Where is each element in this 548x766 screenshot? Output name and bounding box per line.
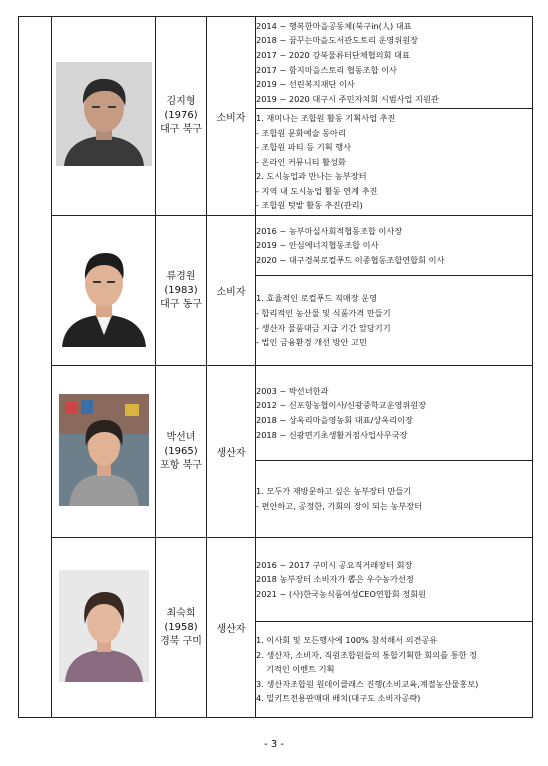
history-cell: [256, 216, 533, 276]
history-line: 2018 농부장터 소비자가 뽑은 우수농가선정: [256, 574, 414, 585]
plan-line: - 생산자 물품대금 지급 기간 앞당기기: [256, 322, 391, 333]
plan-line: 1. 모두가 재방문하고 싶은 농부장터 만들기: [256, 486, 412, 497]
photo-cell: [52, 216, 156, 366]
plan-line: 1. 효율적인 로컬푸드 직매장 운영: [256, 293, 378, 304]
member-name: 김지형(1976): [164, 96, 198, 121]
member-photo: [56, 62, 152, 166]
plan-line: 1. 재미나는 조합원 활동 기획사업 추진: [256, 112, 396, 123]
history-cell: [256, 538, 533, 622]
plan-line: - 조합원 텃밭 활동 추진(관리): [256, 200, 363, 211]
history-line: 2003 ~ 박선녀한과: [256, 385, 329, 396]
plan-cell: [256, 461, 533, 538]
history-line: 2018 ~ 신광면기초생활거점사업사무국장: [256, 429, 408, 440]
history-line: 2016 ~ 농부마실사회적협동조합 이사장: [256, 225, 403, 236]
member-region: 대구 북구: [160, 124, 202, 135]
history-cell: [256, 17, 533, 109]
history-line: 2019 ~ 안심에너지협동조합 이사: [256, 240, 379, 251]
plan-line: - 온라인 커뮤니티 활성화: [256, 156, 346, 167]
role-cell: 생산자: [207, 538, 256, 718]
history-line: 2017 ~ 함지마을스토리 협동조합 이사: [256, 64, 397, 75]
blank-column-cell: [19, 17, 52, 718]
member-row: [19, 366, 533, 461]
member-name: 박선녀(1965): [164, 431, 198, 457]
plan-cell: [256, 276, 533, 366]
plan-line: 1. 이사회 및 모든행사에 100% 참석해서 의견공유: [256, 635, 438, 646]
plan-line: - 지역 내 도시농업 활동 연계 추진: [256, 185, 378, 196]
page-number: - 3 -: [264, 739, 284, 750]
plan-line: 3. 생산자조합원 원데이클래스 진행(소비교육,계절농산물홍보): [256, 678, 479, 689]
plan-line: - 조합원 파티 등 기획 행사: [256, 142, 352, 153]
plan-line: - 조합원 문화예술 동아리: [256, 127, 346, 138]
plan-line: 2. 생산자, 소비자, 직원조합원들의 통합기획한 회의를 통한 정: [256, 649, 478, 660]
history-line: 2016 ~ 2017 구미시 공요직거래장터 회장: [256, 559, 413, 570]
member-row: [19, 216, 533, 276]
role-cell: 소비자: [207, 216, 256, 366]
plan-cell: [256, 622, 533, 718]
history-line: 2019 ~ 2020 대구시 주민자치회 시범사업 지원관: [256, 93, 439, 104]
name-cell: [156, 216, 207, 366]
history-line: 2012 ~ 신포항농협이사/신광중학교운영위원장: [256, 400, 427, 411]
member-row: [19, 538, 533, 622]
role-cell: 소비자: [207, 17, 256, 216]
plan-line: 기적인 이벤트 기획: [266, 664, 335, 675]
history-line: 2014 ~ 행복한마을공동체(북구in(人) 대표: [256, 20, 412, 31]
plan-line: 4. 밀키트전용판매대 배치(대구도 소비자공략): [256, 693, 421, 704]
history-line: 2018 ~ 상옥리마을영농회 대표/상옥리이장: [256, 415, 413, 425]
name-cell: [156, 538, 207, 718]
history-line: 2017 ~ 2020 강북물류터단체협의회 대표: [256, 49, 410, 60]
member-name: 류경원(1983): [164, 270, 198, 296]
history-line: 2020 ~ 대구경북로컬푸드 이종협동조합연합회 이사: [256, 254, 445, 265]
member-region: 대구 동구: [160, 298, 202, 310]
plan-line: - 합리적인 농산물 및 식품가격 만들기: [256, 307, 391, 318]
member-row: [19, 17, 533, 109]
name-cell: [156, 17, 207, 216]
plan-cell: [256, 109, 533, 216]
member-photo: [59, 570, 149, 682]
history-line: 2019 ~ 선린복지재단 이사: [256, 79, 355, 90]
plan-line: - 법인 금융환경 개선 방안 고민: [256, 337, 367, 348]
member-photo: [59, 394, 149, 506]
history-line: 2021 ~ (사)한국농식품여성CEO연합회 정회원: [256, 588, 426, 599]
member-region: 경북 구미: [160, 635, 202, 647]
plan-line: - 편안하고, 공정한, 기회의 장이 되는 농부장터: [256, 501, 423, 511]
photo-cell: [52, 538, 156, 718]
photo-cell: [52, 366, 156, 538]
history-line: 2018 ~ 꿈꾸는마을도서관도토리 운영위원장: [256, 35, 419, 46]
member-name: 최숙희(1958): [164, 607, 198, 633]
candidate-table: [18, 16, 533, 718]
history-cell: [256, 366, 533, 461]
role-cell: 생산자: [207, 366, 256, 538]
member-photo: [56, 231, 152, 347]
photo-cell: [52, 17, 156, 216]
plan-line: 2. 도시농업과 만나는 농부장터: [256, 171, 367, 182]
member-region: 포항 북구: [160, 459, 202, 471]
name-cell: [156, 366, 207, 538]
